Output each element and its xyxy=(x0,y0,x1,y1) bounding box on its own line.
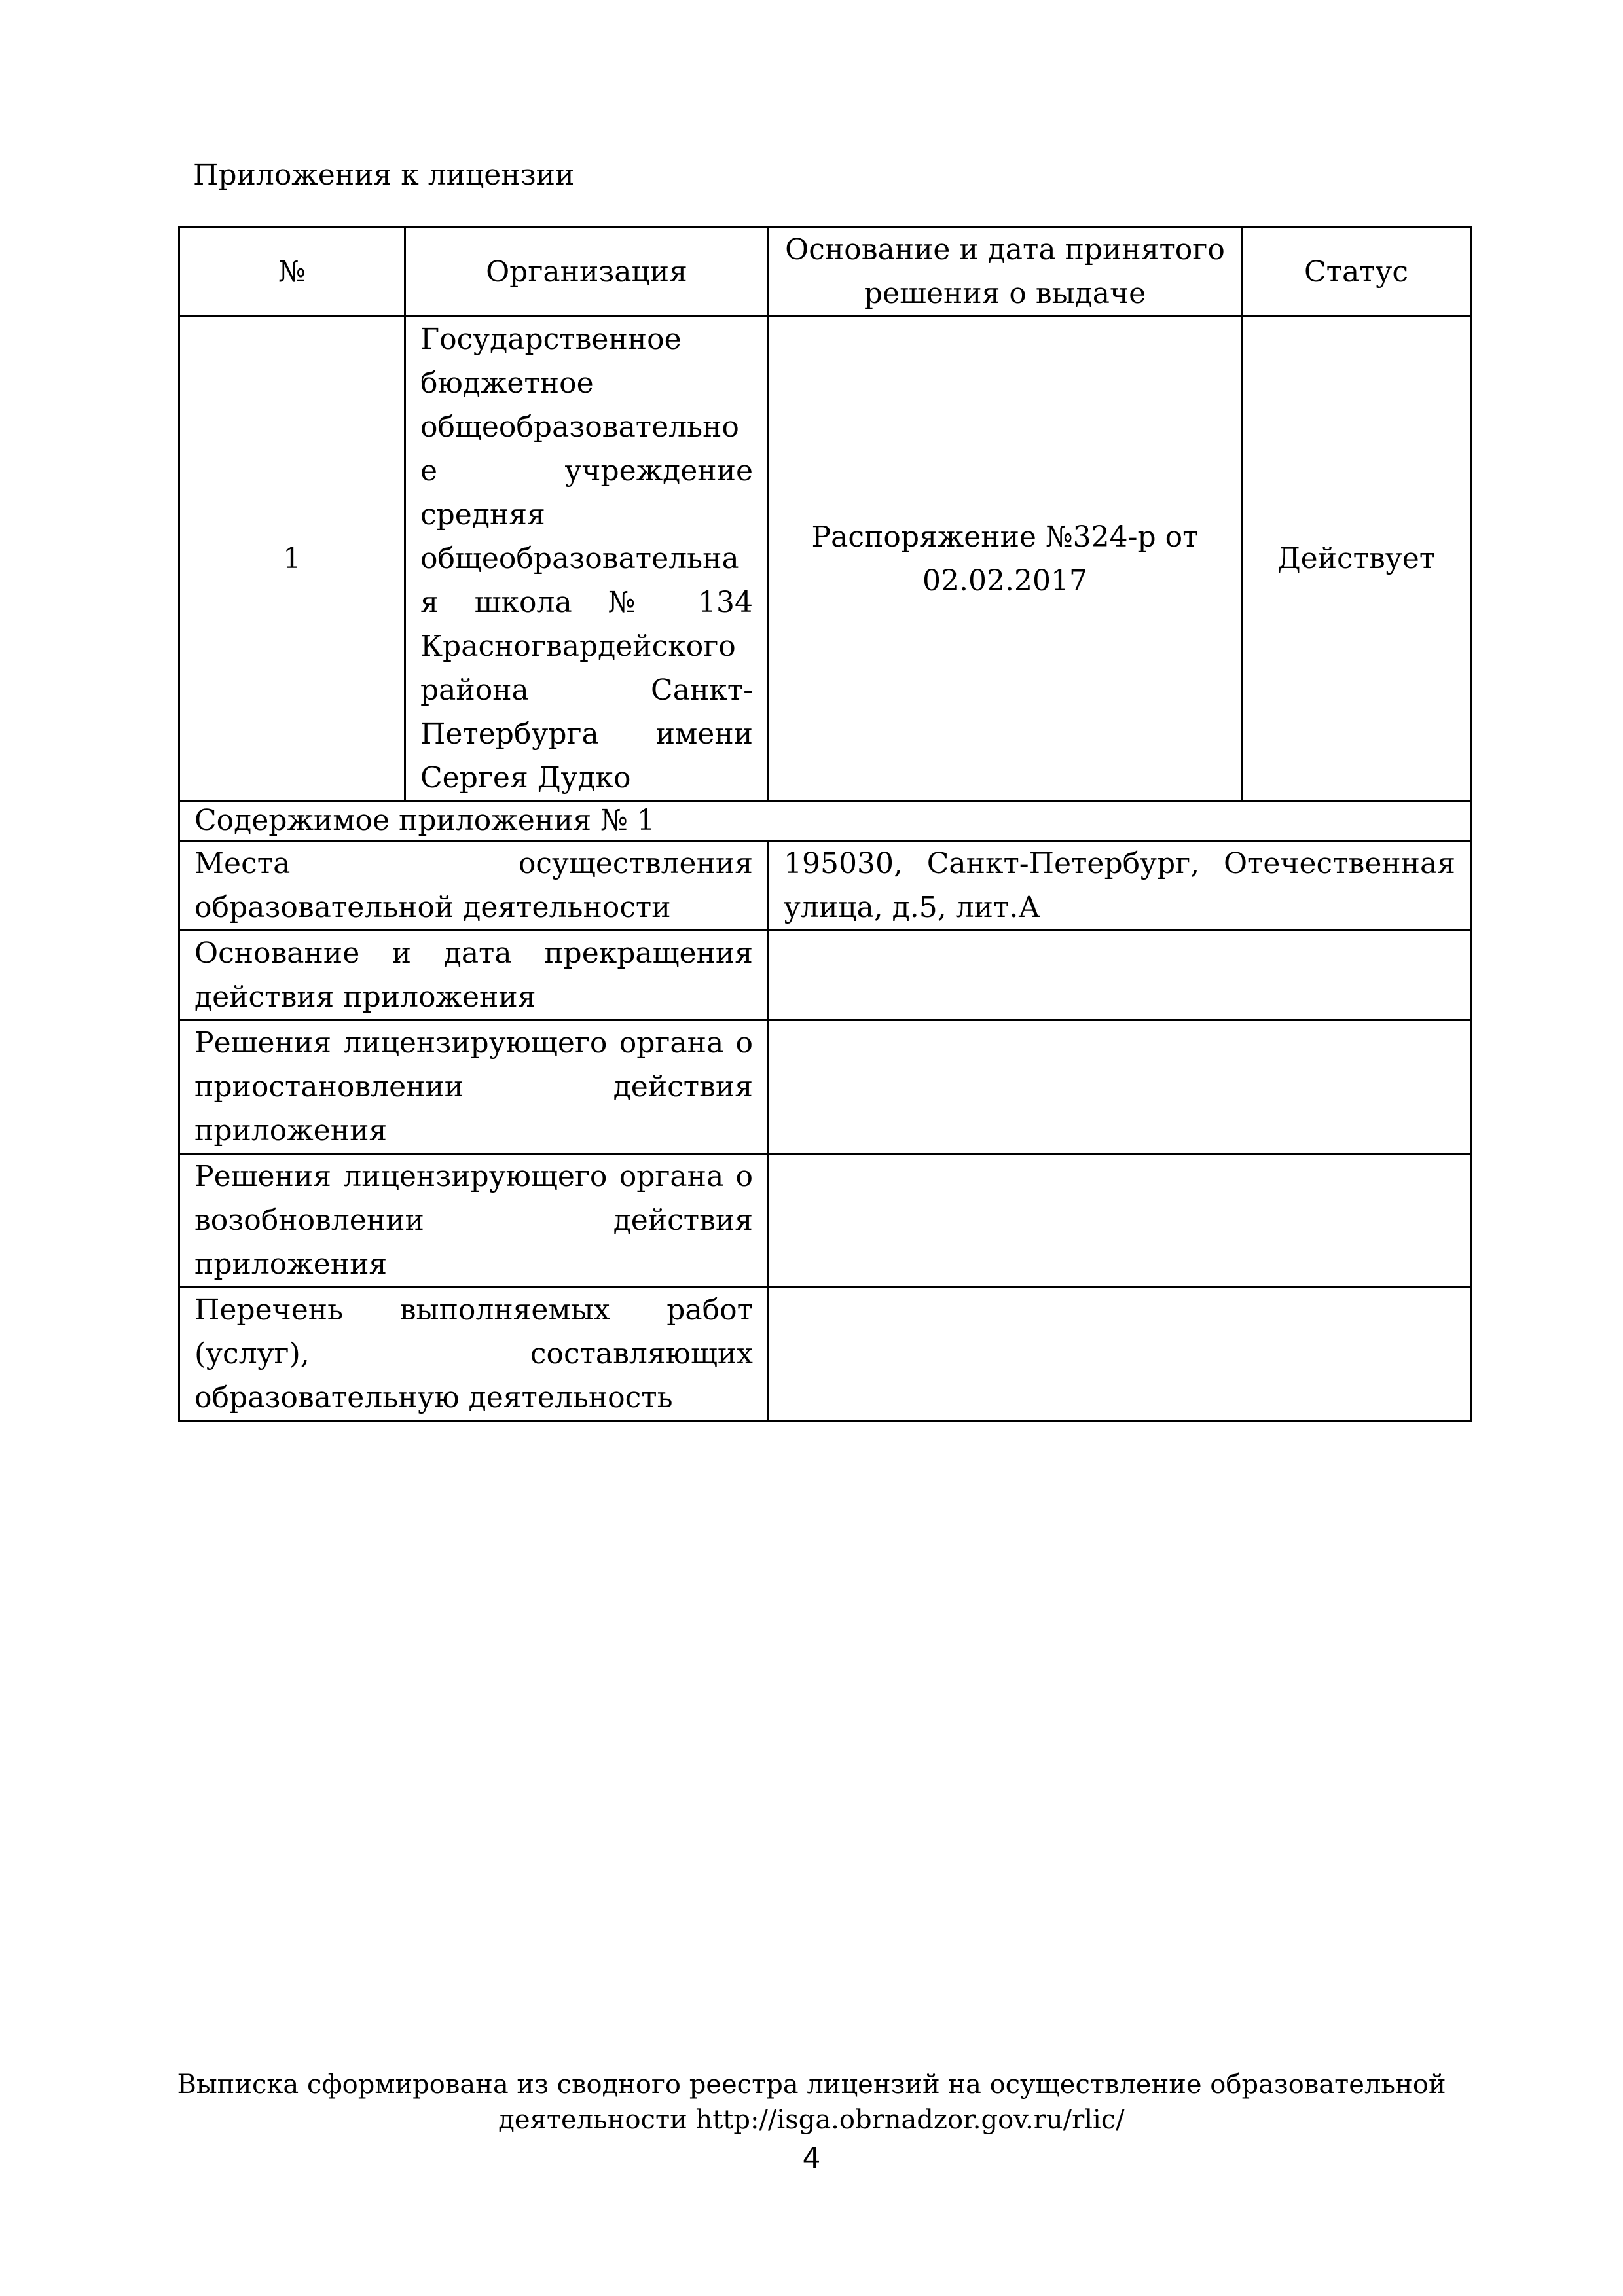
detail-value-termination xyxy=(769,931,1471,1020)
row-organization: Государственное бюджетное общеобразовательное учреждение средняя общеобразовательная школа № 134 Красногвардейского района Санкт-Петербурга имени Сергея Дудко xyxy=(405,317,769,801)
detail-value-renewal xyxy=(769,1154,1471,1287)
header-organization: Организация xyxy=(405,227,769,317)
footer-line-2: деятельности http://isga.obrnadzor.gov.ru/rlic/ xyxy=(498,2105,1125,2135)
row-basis: Распоряжение №324-р от 02.02.2017 xyxy=(769,317,1242,801)
content-title-row xyxy=(179,801,1471,841)
row-num: 1 xyxy=(179,317,405,801)
detail-value-suspension xyxy=(769,1020,1471,1154)
header-row xyxy=(179,227,1471,317)
detail-value-places: 195030, Санкт-Петербург, Отечественная улица, д.5, лит.А xyxy=(769,841,1471,931)
footer-note xyxy=(0,2067,1623,2138)
detail-label-works: Перечень выполняемых работ (услуг), составляющих образовательную деятельность xyxy=(179,1287,769,1421)
header-basis: Основание и дата принятого решения о выдаче xyxy=(769,227,1242,317)
header-num: № xyxy=(179,227,405,317)
detail-row xyxy=(179,1154,1471,1287)
detail-row xyxy=(179,841,1471,931)
section-title: Приложения к лицензии xyxy=(193,158,575,192)
header-status: Статус xyxy=(1242,227,1471,317)
content-title: Содержимое приложения № 1 xyxy=(179,801,1471,841)
detail-label-termination: Основание и дата прекращения действия приложения xyxy=(179,931,769,1020)
page-number: 4 xyxy=(802,2142,821,2175)
footer-line-1: Выписка сформирована из сводного реестра лицензий на осуществление образовательной xyxy=(177,2070,1446,2100)
detail-label-places: Места осуществления образовательной деятельности xyxy=(179,841,769,931)
row-status: Действует xyxy=(1242,317,1471,801)
detail-row xyxy=(179,931,1471,1020)
table-row xyxy=(179,317,1471,801)
detail-value-works xyxy=(769,1287,1471,1421)
detail-row xyxy=(179,1287,1471,1421)
detail-row xyxy=(179,1020,1471,1154)
detail-label-suspension: Решения лицензирующего органа о приостановлении действия приложения xyxy=(179,1020,769,1154)
detail-label-renewal: Решения лицензирующего органа о возобновлении действия приложения xyxy=(179,1154,769,1287)
license-appendix-table xyxy=(178,226,1472,1422)
